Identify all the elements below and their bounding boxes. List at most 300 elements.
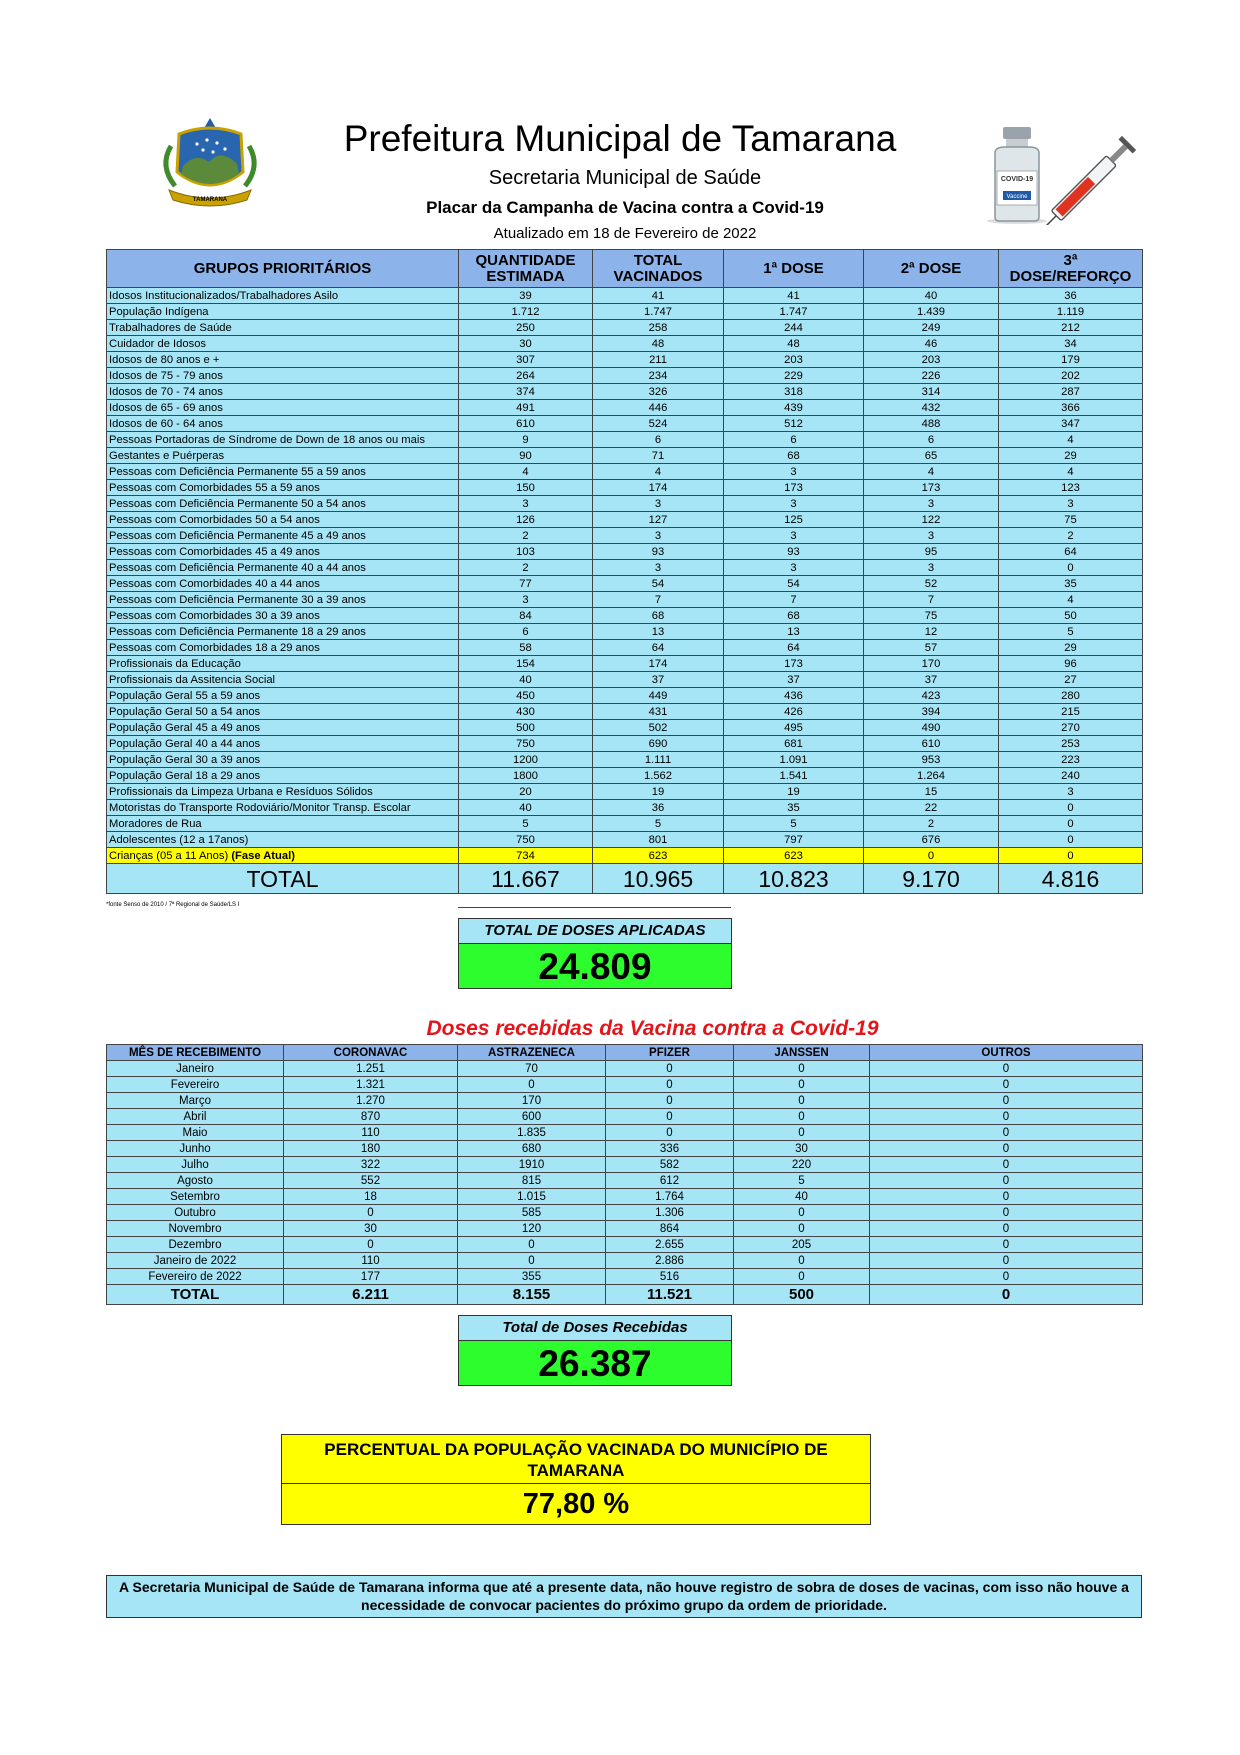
value-cell: 750 bbox=[459, 736, 593, 752]
value-cell: 734 bbox=[459, 848, 593, 864]
value-cell: 4 bbox=[999, 432, 1143, 448]
table-row bbox=[107, 368, 1143, 384]
value-cell: 0 bbox=[734, 1269, 870, 1285]
col-header-second-dose: 2ª DOSE bbox=[864, 250, 999, 288]
value-cell: 0 bbox=[606, 1109, 734, 1125]
value-cell: 203 bbox=[864, 352, 999, 368]
value-cell: 65 bbox=[864, 448, 999, 464]
value-cell: 1.835 bbox=[458, 1125, 606, 1141]
month-cell: Maio bbox=[107, 1125, 284, 1141]
value-cell: 120 bbox=[458, 1221, 606, 1237]
value-cell: 552 bbox=[284, 1173, 458, 1189]
value-cell: 623 bbox=[593, 848, 724, 864]
value-cell: 35 bbox=[999, 576, 1143, 592]
value-cell: 0 bbox=[734, 1077, 870, 1093]
value-cell: 6 bbox=[593, 432, 724, 448]
table-row bbox=[107, 1269, 1143, 1285]
value-cell: 1.264 bbox=[864, 768, 999, 784]
value-cell: 0 bbox=[284, 1237, 458, 1253]
value-cell: 801 bbox=[593, 832, 724, 848]
table-row bbox=[107, 400, 1143, 416]
value-cell: 491 bbox=[459, 400, 593, 416]
group-name-cell: Motoristas do Transporte Rodoviário/Monitor Transp. Escolar bbox=[107, 800, 459, 816]
value-cell: 6 bbox=[864, 432, 999, 448]
value-cell: 0 bbox=[870, 1157, 1143, 1173]
value-cell: 41 bbox=[724, 288, 864, 304]
value-cell: 524 bbox=[593, 416, 724, 432]
table-row bbox=[107, 1221, 1143, 1237]
value-cell: 347 bbox=[999, 416, 1143, 432]
table-row bbox=[107, 1205, 1143, 1221]
group-name-cell: População Geral 50 a 54 anos bbox=[107, 704, 459, 720]
table-row bbox=[107, 528, 1143, 544]
value-cell: 0 bbox=[870, 1269, 1143, 1285]
value-cell: 1.562 bbox=[593, 768, 724, 784]
total-first-dose: 10.823 bbox=[724, 864, 864, 894]
value-cell: 3 bbox=[864, 560, 999, 576]
value-cell: 797 bbox=[724, 832, 864, 848]
group-name-cell: Idosos de 60 - 64 anos bbox=[107, 416, 459, 432]
value-cell: 3 bbox=[724, 528, 864, 544]
group-name-cell: Pessoas com Deficiência Permanente 30 a 39 anos bbox=[107, 592, 459, 608]
value-cell: 0 bbox=[870, 1237, 1143, 1253]
total-second-dose: 9.170 bbox=[864, 864, 999, 894]
value-cell: 173 bbox=[724, 656, 864, 672]
table-row bbox=[107, 672, 1143, 688]
value-cell: 110 bbox=[284, 1125, 458, 1141]
value-cell: 0 bbox=[870, 1061, 1143, 1077]
doses-total-coronavac: 6.211 bbox=[284, 1285, 458, 1305]
value-cell: 123 bbox=[999, 480, 1143, 496]
value-cell: 170 bbox=[458, 1093, 606, 1109]
value-cell: 610 bbox=[864, 736, 999, 752]
vaccinated-percentage-value: 77,80 % bbox=[522, 1488, 630, 1520]
value-cell: 446 bbox=[593, 400, 724, 416]
table-row bbox=[107, 800, 1143, 816]
col-header-janssen: JANSSEN bbox=[734, 1045, 870, 1061]
value-cell: 84 bbox=[459, 608, 593, 624]
value-cell: 58 bbox=[459, 640, 593, 656]
value-cell: 439 bbox=[724, 400, 864, 416]
value-cell: 40 bbox=[459, 800, 593, 816]
table-row bbox=[107, 784, 1143, 800]
group-name-cell: Pessoas com Comorbidades 30 a 39 anos bbox=[107, 608, 459, 624]
group-name-cell: Cuidador de Idosos bbox=[107, 336, 459, 352]
group-name-cell: Idosos de 75 - 79 anos bbox=[107, 368, 459, 384]
doses-total-pfizer: 11.521 bbox=[606, 1285, 734, 1305]
doses-received-title: Doses recebidas da Vacina contra a Covid-19 bbox=[426, 1017, 879, 1040]
group-name-cell: Pessoas com Comorbidades 50 a 54 anos bbox=[107, 512, 459, 528]
value-cell: 495 bbox=[724, 720, 864, 736]
value-cell: 1.439 bbox=[864, 304, 999, 320]
value-cell: 37 bbox=[724, 672, 864, 688]
value-cell: 202 bbox=[999, 368, 1143, 384]
table-row bbox=[107, 1061, 1143, 1077]
value-cell: 0 bbox=[870, 1253, 1143, 1269]
value-cell: 4 bbox=[999, 464, 1143, 480]
value-cell: 0 bbox=[458, 1253, 606, 1269]
value-cell: 36 bbox=[593, 800, 724, 816]
value-cell: 0 bbox=[458, 1237, 606, 1253]
value-cell: 7 bbox=[593, 592, 724, 608]
table-row bbox=[107, 304, 1143, 320]
doses-total-astrazeneca: 8.155 bbox=[458, 1285, 606, 1305]
value-cell: 179 bbox=[999, 352, 1143, 368]
value-cell: 64 bbox=[999, 544, 1143, 560]
value-cell: 1200 bbox=[459, 752, 593, 768]
table-row bbox=[107, 512, 1143, 528]
col-header-groups: GRUPOS PRIORITÁRIOS bbox=[107, 250, 459, 288]
value-cell: 3 bbox=[724, 560, 864, 576]
group-name-cell: População Geral 55 a 59 anos bbox=[107, 688, 459, 704]
value-cell: 77 bbox=[459, 576, 593, 592]
value-cell: 870 bbox=[284, 1109, 458, 1125]
group-name-cell: Pessoas com Deficiência Permanente 18 a 29 anos bbox=[107, 624, 459, 640]
doses-applied-value: 24.809 bbox=[459, 944, 731, 988]
value-cell: 35 bbox=[724, 800, 864, 816]
value-cell: 12 bbox=[864, 624, 999, 640]
table-row bbox=[107, 352, 1143, 368]
value-cell: 0 bbox=[734, 1253, 870, 1269]
group-name-cell: Pessoas com Deficiência Permanente 55 a 59 anos bbox=[107, 464, 459, 480]
value-cell: 54 bbox=[724, 576, 864, 592]
value-cell: 4 bbox=[999, 592, 1143, 608]
group-name-cell: Idosos de 80 anos e + bbox=[107, 352, 459, 368]
value-cell: 40 bbox=[864, 288, 999, 304]
value-cell: 50 bbox=[999, 608, 1143, 624]
value-cell: 2 bbox=[864, 816, 999, 832]
separator-line bbox=[458, 907, 731, 908]
value-cell: 1910 bbox=[458, 1157, 606, 1173]
table-row bbox=[107, 432, 1143, 448]
group-name-cell: Pessoas com Deficiência Permanente 45 a 49 anos bbox=[107, 528, 459, 544]
value-cell: 612 bbox=[606, 1173, 734, 1189]
value-cell: 244 bbox=[724, 320, 864, 336]
value-cell: 37 bbox=[593, 672, 724, 688]
total-vaccinated: 10.965 bbox=[593, 864, 724, 894]
group-name-cell: Adolescentes (12 a 17anos) bbox=[107, 832, 459, 848]
col-header-coronavac: CORONAVAC bbox=[284, 1045, 458, 1061]
value-cell: 307 bbox=[459, 352, 593, 368]
value-cell: 40 bbox=[734, 1189, 870, 1205]
value-cell: 18 bbox=[284, 1189, 458, 1205]
value-cell: 2.886 bbox=[606, 1253, 734, 1269]
doses-applied-box bbox=[458, 918, 732, 989]
value-cell: 226 bbox=[864, 368, 999, 384]
table-row bbox=[107, 336, 1143, 352]
value-cell: 19 bbox=[593, 784, 724, 800]
month-cell: Dezembro bbox=[107, 1237, 284, 1253]
total-label: TOTAL bbox=[107, 864, 459, 894]
value-cell: 500 bbox=[459, 720, 593, 736]
value-cell: 7 bbox=[864, 592, 999, 608]
value-cell: 264 bbox=[459, 368, 593, 384]
value-cell: 610 bbox=[459, 416, 593, 432]
value-cell: 68 bbox=[593, 608, 724, 624]
table-row bbox=[107, 288, 1143, 304]
value-cell: 681 bbox=[724, 736, 864, 752]
value-cell: 0 bbox=[870, 1205, 1143, 1221]
value-cell: 0 bbox=[734, 1109, 870, 1125]
value-cell: 585 bbox=[458, 1205, 606, 1221]
value-cell: 623 bbox=[724, 848, 864, 864]
value-cell: 9 bbox=[459, 432, 593, 448]
group-name-cell: População Geral 30 a 39 anos bbox=[107, 752, 459, 768]
value-cell: 326 bbox=[593, 384, 724, 400]
doses-applied-caption: TOTAL DE DOSES APLICADAS bbox=[459, 919, 731, 944]
value-cell: 34 bbox=[999, 336, 1143, 352]
table-row bbox=[107, 544, 1143, 560]
value-cell: 1.321 bbox=[284, 1077, 458, 1093]
month-cell: Abril bbox=[107, 1109, 284, 1125]
value-cell: 680 bbox=[458, 1141, 606, 1157]
doses-total-row bbox=[107, 1285, 1143, 1305]
value-cell: 0 bbox=[734, 1125, 870, 1141]
value-cell: 75 bbox=[864, 608, 999, 624]
value-cell: 0 bbox=[870, 1093, 1143, 1109]
table-row bbox=[107, 688, 1143, 704]
value-cell: 68 bbox=[724, 448, 864, 464]
value-cell: 215 bbox=[999, 704, 1143, 720]
col-header-others: OUTROS bbox=[870, 1045, 1143, 1061]
value-cell: 2 bbox=[459, 560, 593, 576]
value-cell: 2 bbox=[999, 528, 1143, 544]
value-cell: 0 bbox=[870, 1109, 1143, 1125]
value-cell: 2 bbox=[459, 528, 593, 544]
value-cell: 3 bbox=[864, 528, 999, 544]
value-cell: 690 bbox=[593, 736, 724, 752]
value-cell: 1.091 bbox=[724, 752, 864, 768]
table-row bbox=[107, 1157, 1143, 1173]
doses-received-table bbox=[106, 1044, 1143, 1305]
value-cell: 170 bbox=[864, 656, 999, 672]
value-cell: 0 bbox=[606, 1077, 734, 1093]
value-cell: 48 bbox=[724, 336, 864, 352]
value-cell: 250 bbox=[459, 320, 593, 336]
value-cell: 374 bbox=[459, 384, 593, 400]
value-cell: 205 bbox=[734, 1237, 870, 1253]
table-row bbox=[107, 816, 1143, 832]
page-subtitle: Secretaria Municipal de Saúde bbox=[488, 167, 762, 189]
col-header-estimated: QUANTIDADE ESTIMADA bbox=[459, 250, 593, 288]
value-cell: 5 bbox=[734, 1173, 870, 1189]
value-cell: 0 bbox=[999, 816, 1143, 832]
value-cell: 490 bbox=[864, 720, 999, 736]
value-cell: 174 bbox=[593, 656, 724, 672]
value-cell: 7 bbox=[724, 592, 864, 608]
table-row bbox=[107, 624, 1143, 640]
value-cell: 37 bbox=[864, 672, 999, 688]
value-cell: 234 bbox=[593, 368, 724, 384]
value-cell: 322 bbox=[284, 1157, 458, 1173]
group-name-cell bbox=[107, 848, 459, 864]
group-name-cell: Pessoas com Comorbidades 18 a 29 anos bbox=[107, 640, 459, 656]
table-row bbox=[107, 736, 1143, 752]
group-name-cell: Idosos de 65 - 69 anos bbox=[107, 400, 459, 416]
table-row bbox=[107, 640, 1143, 656]
group-name-cell: Pessoas com Comorbidades 55 a 59 anos bbox=[107, 480, 459, 496]
group-name-cell: Pessoas com Comorbidades 45 a 49 anos bbox=[107, 544, 459, 560]
doses-received-caption: Total de Doses Recebidas bbox=[459, 1316, 731, 1341]
value-cell: 54 bbox=[593, 576, 724, 592]
table-row bbox=[107, 384, 1143, 400]
value-cell: 173 bbox=[864, 480, 999, 496]
value-cell: 127 bbox=[593, 512, 724, 528]
value-cell: 90 bbox=[459, 448, 593, 464]
table-row bbox=[107, 1093, 1143, 1109]
page-title: Prefeitura Municipal de Tamarana bbox=[343, 118, 897, 159]
campaign-title: Placar da Campanha de Vacina contra a Covid-19 bbox=[426, 198, 824, 217]
value-cell: 174 bbox=[593, 480, 724, 496]
value-cell: 0 bbox=[606, 1093, 734, 1109]
value-cell: 1.251 bbox=[284, 1061, 458, 1077]
doses-received-box bbox=[458, 1315, 732, 1386]
vaccinated-percentage-caption: PERCENTUAL DA POPULAÇÃO VACINADA DO MUNICÍPIO DE TAMARANA bbox=[282, 1435, 870, 1484]
month-cell: Fevereiro bbox=[107, 1077, 284, 1093]
group-name-cell: Moradores de Rua bbox=[107, 816, 459, 832]
table-row bbox=[107, 576, 1143, 592]
value-cell: 70 bbox=[458, 1061, 606, 1077]
col-header-first-dose: 1ª DOSE bbox=[724, 250, 864, 288]
value-cell: 1800 bbox=[459, 768, 593, 784]
value-cell: 3 bbox=[999, 784, 1143, 800]
value-cell: 203 bbox=[724, 352, 864, 368]
group-name-cell: Pessoas Portadoras de Síndrome de Down de 18 anos ou mais bbox=[107, 432, 459, 448]
value-cell: 0 bbox=[734, 1205, 870, 1221]
value-cell: 750 bbox=[459, 832, 593, 848]
value-cell: 22 bbox=[864, 800, 999, 816]
value-cell: 582 bbox=[606, 1157, 734, 1173]
value-cell: 1.111 bbox=[593, 752, 724, 768]
doses-received-value: 26.387 bbox=[459, 1341, 731, 1385]
value-cell: 1.270 bbox=[284, 1093, 458, 1109]
value-cell: 270 bbox=[999, 720, 1143, 736]
value-cell: 5 bbox=[999, 624, 1143, 640]
value-cell: 1.712 bbox=[459, 304, 593, 320]
value-cell: 0 bbox=[864, 848, 999, 864]
value-cell: 516 bbox=[606, 1269, 734, 1285]
doses-header-row bbox=[107, 1045, 1143, 1061]
table-row bbox=[107, 720, 1143, 736]
value-cell: 0 bbox=[870, 1173, 1143, 1189]
doses-total-others: 0 bbox=[870, 1285, 1143, 1305]
value-cell: 4 bbox=[459, 464, 593, 480]
value-cell: 258 bbox=[593, 320, 724, 336]
value-cell: 676 bbox=[864, 832, 999, 848]
value-cell: 0 bbox=[606, 1125, 734, 1141]
value-cell: 240 bbox=[999, 768, 1143, 784]
value-cell: 30 bbox=[734, 1141, 870, 1157]
current-phase-row bbox=[107, 848, 1143, 864]
value-cell: 3 bbox=[593, 496, 724, 512]
doses-total-label: TOTAL bbox=[107, 1285, 284, 1305]
month-cell: Janeiro de 2022 bbox=[107, 1253, 284, 1269]
group-name-cell: População Geral 40 a 44 anos bbox=[107, 736, 459, 752]
table-row bbox=[107, 592, 1143, 608]
value-cell: 3 bbox=[459, 592, 593, 608]
table-row bbox=[107, 1237, 1143, 1253]
crest-banner-text: TAMARANA bbox=[192, 197, 228, 203]
value-cell: 488 bbox=[864, 416, 999, 432]
month-cell: Outubro bbox=[107, 1205, 284, 1221]
value-cell: 1.541 bbox=[724, 768, 864, 784]
value-cell: 431 bbox=[593, 704, 724, 720]
priority-groups-table bbox=[106, 249, 1143, 894]
value-cell: 48 bbox=[593, 336, 724, 352]
value-cell: 3 bbox=[459, 496, 593, 512]
value-cell: 5 bbox=[593, 816, 724, 832]
value-cell: 436 bbox=[724, 688, 864, 704]
group-name-cell: Profissionais da Limpeza Urbana e Resíduos Sólidos bbox=[107, 784, 459, 800]
value-cell: 15 bbox=[864, 784, 999, 800]
value-cell: 249 bbox=[864, 320, 999, 336]
group-name-cell: População Indígena bbox=[107, 304, 459, 320]
value-cell: 0 bbox=[999, 560, 1143, 576]
current-group-label: Crianças (05 a 11 Anos) bbox=[109, 849, 229, 862]
total-third-dose: 4.816 bbox=[999, 864, 1143, 894]
table-row bbox=[107, 656, 1143, 672]
value-cell: 3 bbox=[999, 496, 1143, 512]
value-cell: 280 bbox=[999, 688, 1143, 704]
value-cell: 177 bbox=[284, 1269, 458, 1285]
priority-header-row bbox=[107, 250, 1143, 288]
value-cell: 95 bbox=[864, 544, 999, 560]
month-cell: Julho bbox=[107, 1157, 284, 1173]
priority-total-row bbox=[107, 864, 1143, 894]
value-cell: 5 bbox=[724, 816, 864, 832]
table-row bbox=[107, 1109, 1143, 1125]
table-row bbox=[107, 1077, 1143, 1093]
vial-sublabel-text: Vaccine bbox=[1006, 194, 1028, 200]
value-cell: 212 bbox=[999, 320, 1143, 336]
value-cell: 432 bbox=[864, 400, 999, 416]
group-name-cell: Pessoas com Comorbidades 40 a 44 anos bbox=[107, 576, 459, 592]
table-row bbox=[107, 320, 1143, 336]
col-header-total-vaccinated: TOTAL VACINADOS bbox=[593, 250, 724, 288]
value-cell: 3 bbox=[724, 496, 864, 512]
value-cell: 3 bbox=[864, 496, 999, 512]
table-row bbox=[107, 464, 1143, 480]
value-cell: 150 bbox=[459, 480, 593, 496]
value-cell: 2.655 bbox=[606, 1237, 734, 1253]
value-cell: 0 bbox=[999, 832, 1143, 848]
value-cell: 46 bbox=[864, 336, 999, 352]
group-name-cell: População Geral 45 a 49 anos bbox=[107, 720, 459, 736]
value-cell: 20 bbox=[459, 784, 593, 800]
value-cell: 229 bbox=[724, 368, 864, 384]
value-cell: 103 bbox=[459, 544, 593, 560]
table-row bbox=[107, 416, 1143, 432]
value-cell: 30 bbox=[459, 336, 593, 352]
value-cell: 75 bbox=[999, 512, 1143, 528]
value-cell: 1.764 bbox=[606, 1189, 734, 1205]
value-cell: 0 bbox=[999, 848, 1143, 864]
value-cell: 450 bbox=[459, 688, 593, 704]
doses-table-body bbox=[107, 1061, 1143, 1285]
table-row bbox=[107, 1173, 1143, 1189]
group-name-cell: Pessoas com Deficiência Permanente 50 a 54 anos bbox=[107, 496, 459, 512]
table-row bbox=[107, 1189, 1143, 1205]
group-name-cell: Idosos de 70 - 74 anos bbox=[107, 384, 459, 400]
table-row bbox=[107, 1125, 1143, 1141]
table-row bbox=[107, 560, 1143, 576]
table-row bbox=[107, 1253, 1143, 1269]
value-cell: 5 bbox=[459, 816, 593, 832]
value-cell: 426 bbox=[724, 704, 864, 720]
value-cell: 220 bbox=[734, 1157, 870, 1173]
table-row bbox=[107, 1141, 1143, 1157]
value-cell: 122 bbox=[864, 512, 999, 528]
